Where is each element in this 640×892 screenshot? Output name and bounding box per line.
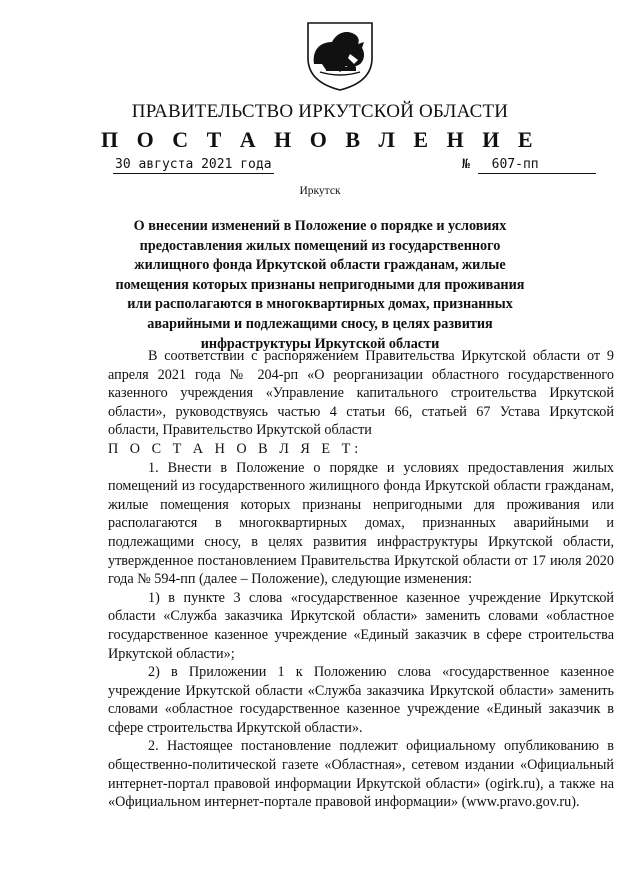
document-body	[108, 347, 614, 812]
document-date	[113, 157, 274, 174]
preamble-paragraph: В соответствии с распоряжением Правительства Иркутской области от 9 апреля 2021 года № 204-рп «О реорганизации областного государственного казенного учреждения «Управление капитального строительства Иркутской области», руководствуясь частью 4 статьи 66, статьей 67 Устава Иркутской области, Правительство Иркутской области	[108, 348, 614, 439]
irkutsk-coat-of-arms-emblem	[300, 20, 380, 92]
government-name: ПРАВИТЕЛЬСТВО ИРКУТСКОЙ ОБЛАСТИ	[131, 101, 509, 122]
city: Иркутск	[299, 185, 341, 197]
item-2-paragraph: 2. Настоящее постановление подлежит официальному опубликованию в общественно-политической газете «Областная», сетевом издании «Официальный интернет-портал правовой информации Иркутской области» (ogirk.ru), а также на «Официальном интернет-портале правовой информации» (www.pravo.gov.ru).	[108, 738, 614, 811]
item-1-paragraph: 1. Внести в Положение о порядке и условиях предоставления жилых помещений из государственного жилищного фонда Иркутской области гражданам, жилые помещения которых признаны непригодными для проживания или располагаются в многоквартирных домах, признанных аварийными и подлежащими сносу, в целях развития инфраструктуры Иркутской области, утвержденное постановлением Правительства Иркутской области от 17 июля 2020 года № 594-пп (далее – Положение), следующие изменения:	[108, 459, 614, 588]
document-number	[462, 157, 596, 174]
date-value: 30 августа 2021 года	[115, 157, 272, 172]
number-value: 607-пп	[478, 157, 596, 174]
document-title: О внесении изменений в Положение о порядке и условиях предоставления жилых помещений из государственного жилищного фонда Иркутской области гражданам, жилые помещения которых признаны непригодными для проживания или располагаются в многоквартирных домах, признанных аварийными и подлежащими сносу, в целях развития инфраструктуры Иркутской области	[115, 218, 525, 352]
item-1-2-paragraph: 2) в Приложении 1 к Положению слова «государственное казенное учреждение Иркутской области «Служба заказчика Иркутской области» заменить словами «областное государственное казенное учреждение «Единый заказчик в сфере строительства Иркутской области».	[108, 664, 614, 736]
decree-heading: П О С Т А Н О В Л Я Е Т:	[108, 440, 363, 457]
number-label: №	[462, 157, 470, 172]
document-type: П О С Т А Н О В Л Е Н И Е	[100, 127, 540, 152]
item-1-1-paragraph: 1) в пункте 3 слова «государственное казенное учреждение Иркутской области «Служба заказчика Иркутской области» заменить словами «областное государственное казенное учреждение «Единый заказчик в сфере строительства Иркутской области»;	[108, 589, 614, 662]
